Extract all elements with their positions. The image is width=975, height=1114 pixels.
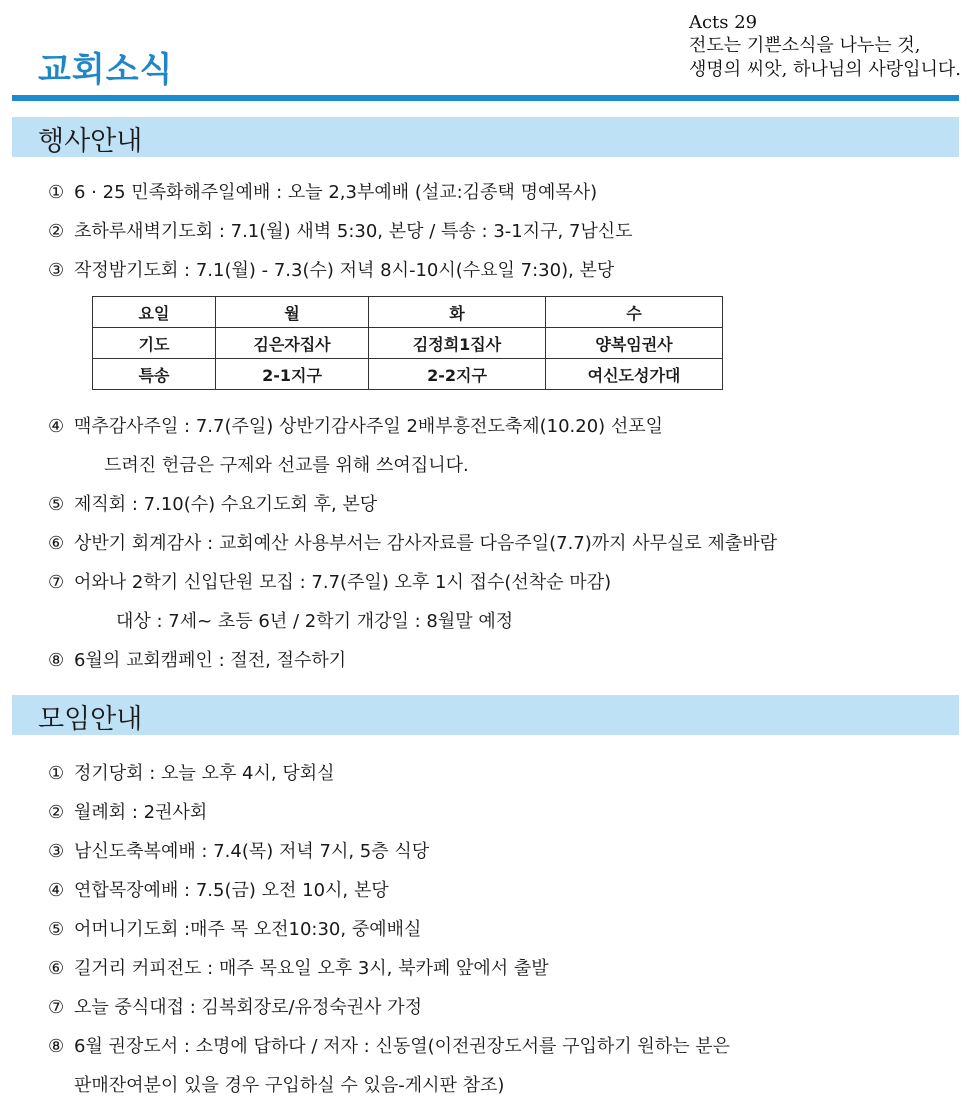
item-text: 어와나 2학기 신입단원 모집 : 7.7(주일) 오후 1시 접수(선착순 마감) [74,572,612,593]
event-item [48,529,777,555]
item-text: 어머니기도회 :매주 목 오전10:30, 중예배실 [74,919,422,940]
verse-line: 생명의 씨앗, 하나님의 사랑입니다. [688,59,961,80]
item-number: ④ [48,416,65,437]
meeting-item [48,915,421,941]
header [0,0,975,100]
item-number: ③ [48,841,65,862]
table-cell: 화 [369,297,546,328]
item-number: ⑧ [48,1036,65,1057]
item-text: 길거리 커피전도 : 매주 목요일 오후 3시, 북카페 앞에서 출발 [74,958,549,979]
meeting-item [48,876,389,902]
table-cell: 김정희1집사 [369,328,546,359]
event-item-note: 대상 : 7세~ 초등 6년 / 2학기 개강일 : 8월말 예정 [116,611,514,632]
verse-reference: Acts 29 [688,12,758,33]
item-text: 상반기 회계감사 : 교회예산 사용부서는 감사자료를 다음주일(7.7)까지 사무실로 제출바람 [74,533,778,554]
event-item [48,490,377,516]
verse-block [689,12,961,82]
meeting-item [48,837,429,863]
item-number: ⑥ [48,958,65,979]
event-item [48,178,597,204]
item-text: 정기당회 : 오늘 오후 4시, 당회실 [74,763,335,784]
item-text: 6월의 교회캠페인 : 절전, 절수하기 [74,650,347,671]
table-cell: 요일 [93,297,216,328]
table-cell: 특송 [93,359,216,390]
event-item [48,217,633,243]
table-cell: 2-1지구 [216,359,369,390]
page-title: 교회소식 [38,50,174,90]
item-number: ④ [48,880,65,901]
item-text: 연합목장예배 : 7.5(금) 오전 10시, 본당 [74,880,389,901]
item-text: 월례회 : 2권사회 [74,802,208,823]
verse-line: 전도는 기쁜소식을 나누는 것, [688,35,921,56]
meeting-item [48,954,549,980]
prayer-schedule-table [92,296,723,390]
item-text: 6 · 25 민족화해주일예배 : 오늘 2,3부예배 (설교:김종택 명예목사) [74,182,598,203]
item-number: ⑥ [48,533,65,554]
item-number: ① [48,182,65,203]
item-number: ② [48,802,65,823]
meetings-heading: 모임안내 [38,704,143,735]
item-text: 초하루새벽기도회 : 7.1(월) 새벽 5:30, 본당 / 특송 : 3-1지구, 7남신도 [74,221,633,242]
meeting-item [48,1032,730,1058]
item-text: 작정밤기도회 : 7.1(월) - 7.3(수) 저녁 8시-10시(수요일 7:30), 본당 [74,260,615,281]
table-cell: 양복임권사 [546,328,723,359]
header-divider [12,95,959,101]
events-heading-bar [12,117,959,157]
item-number: ⑧ [48,650,65,671]
item-number: ③ [48,260,65,281]
item-number: ⑤ [48,494,65,515]
item-text: 남신도축복예배 : 7.4(목) 저녁 7시, 5층 식당 [74,841,430,862]
table-row [93,359,723,390]
meeting-item-note: 판매잔여분이 있을 경우 구입하실 수 있음-게시판 참조) [74,1075,505,1096]
item-text: 제직회 : 7.10(수) 수요기도회 후, 본당 [74,494,378,515]
meeting-item [48,993,422,1019]
events-heading: 행사안내 [38,126,143,157]
table-cell: 여신도성가대 [546,359,723,390]
event-item [48,412,663,438]
item-number: ① [48,763,65,784]
event-item [48,256,614,282]
meeting-item [48,798,207,824]
table-cell: 월 [216,297,369,328]
event-item-note: 드려진 헌금은 구제와 선교를 위해 쓰여집니다. [104,455,469,476]
table-cell: 기도 [93,328,216,359]
meetings-heading-bar [12,695,959,735]
event-item [48,646,346,672]
table-cell: 2-2지구 [369,359,546,390]
table-cell: 김은자집사 [216,328,369,359]
table-cell: 수 [546,297,723,328]
item-number: ⑦ [48,572,65,593]
item-number: ⑤ [48,919,65,940]
item-text: 6월 권장도서 : 소명에 답하다 / 저자 : 신동열(이전권장도서를 구입하기 원하는 분은 [74,1036,731,1057]
item-number: ② [48,221,65,242]
table-row [93,328,723,359]
table-header-row [93,297,723,328]
item-number: ⑦ [48,997,65,1018]
item-text: 오늘 중식대접 : 김복회장로/유정숙권사 가정 [74,997,422,1018]
meeting-item [48,759,335,785]
event-item [48,568,611,594]
item-text: 맥추감사주일 : 7.7(주일) 상반기감사주일 2배부흥전도축제(10.20) 선포일 [74,416,664,437]
